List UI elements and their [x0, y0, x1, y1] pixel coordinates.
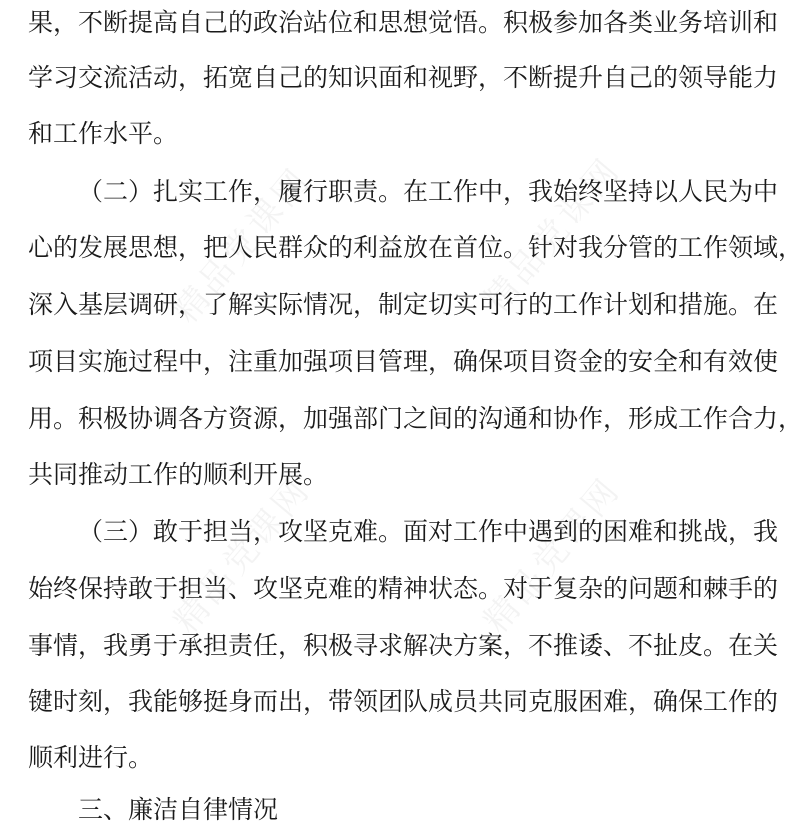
- text-line: 深入基层调研，了解实际情况，制定切实可行的工作计划和措施。在: [28, 290, 779, 319]
- text-line: 键时刻，我能够挺身而出，带领团队成员共同克服困难，确保工作的: [28, 687, 779, 716]
- text-line: 项目实施过程中，注重加强项目管理，确保项目资金的安全和有效使: [28, 347, 779, 376]
- section-heading-line: （三）敢于担当，攻坚克难。面对工作中遇到的困难和挑战，我: [78, 517, 779, 546]
- text-line: 学习交流活动，拓宽自己的知识面和视野，不断提升自己的领导能力: [28, 63, 779, 92]
- text-line: 心的发展思想，把人民群众的利益放在首位。针对我分管的工作领域，: [28, 233, 803, 262]
- text-line: 和工作水平。: [28, 119, 179, 148]
- section-title-line: 三、廉洁自律情况: [78, 795, 279, 824]
- text-line: 用。积极协调各方资源，加强部门之间的沟通和协作，形成工作合力，: [28, 404, 803, 433]
- section-heading-line: （二）扎实工作，履行职责。在工作中，我始终坚持以人民为中: [78, 177, 779, 206]
- text-line: 始终保持敢于担当、攻坚克难的精神状态。对于复杂的问题和棘手的: [28, 574, 779, 603]
- text-line: 事情，我勇于承担责任，积极寻求解决方案，不推诿、不扯皮。在关: [28, 631, 779, 660]
- text-line: 共同推动工作的顺利开展。: [28, 460, 329, 489]
- text-line: 顺利进行。: [28, 743, 154, 772]
- text-line: 果，不断提高自己的政治站位和思想觉悟。积极参加各类业务培训和: [28, 8, 779, 37]
